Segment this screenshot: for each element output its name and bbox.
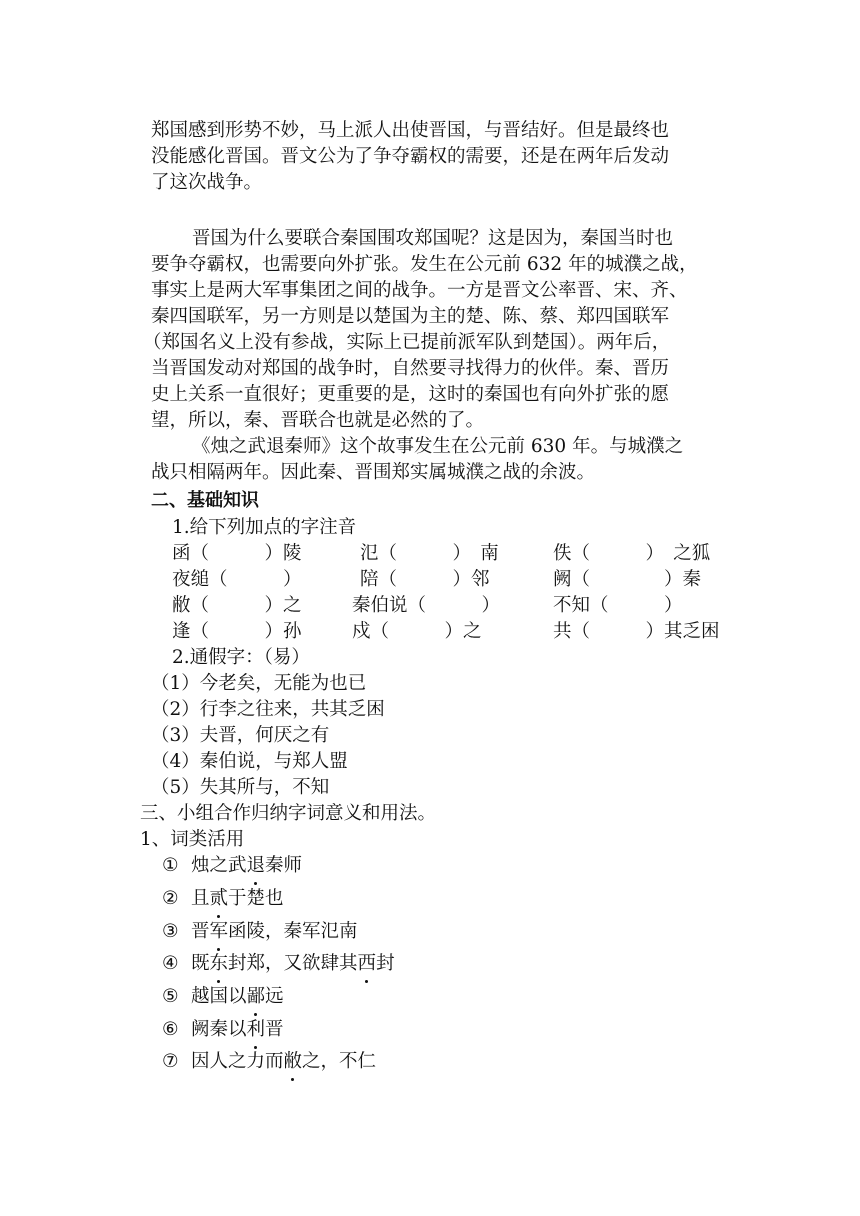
intro-text: 郑国感到形势不妙，马上派人出使晋国，与晋结好。但是最终也: [151, 120, 670, 141]
usage-text: 远: [265, 986, 284, 1007]
emphasized-char: 军: [210, 919, 229, 945]
intro-text: 事实上是两大军事集团之间的战争。一方是晋文公率晋、宋、齐、: [151, 280, 688, 301]
usage-text: 函陵，秦军氾南: [228, 921, 358, 942]
section-3-subheading: 1、词类活用: [140, 829, 245, 850]
intro-text: 望，所以，秦、晋联合也就是必然的了。: [151, 410, 485, 431]
usage-number: ③: [162, 921, 179, 942]
usage-text: 越国以: [191, 986, 247, 1007]
intro-text: 了这次战争。: [151, 172, 263, 193]
tongjia-text: （1）今老矣，无能为也已: [151, 673, 367, 694]
emphasized-char: 敝: [284, 1049, 303, 1075]
usage-number: ⑦: [162, 1051, 179, 1072]
tongjia-text: （5）失其所与，不知: [151, 777, 330, 798]
tongjia-text: （2）行李之往来，共其乏困: [151, 699, 385, 720]
usage-text: 且: [191, 888, 210, 909]
question-2-label: 2.通假字：（易）: [172, 647, 310, 668]
pinyin-item: 夜缒（ ）: [172, 569, 302, 590]
usage-text: 于楚也: [228, 888, 284, 909]
tongjia-text: （4）秦伯说，与郑人盟: [151, 751, 348, 772]
intro-text: 史上关系一直很好；更重要的是，这时的秦国也有向外扩张的愿: [151, 384, 670, 405]
usage-sentence: [191, 919, 358, 945]
intro-text: 当晋国发动对郑国的战争时，自然要寻找得力的伙伴。秦、晋历: [151, 358, 670, 379]
usage-text: 秦师: [265, 855, 303, 876]
pinyin-item: 敝（ ）之: [172, 595, 302, 616]
usage-sentence: [191, 984, 284, 1010]
pinyin-item: 陪（ ）邻: [360, 569, 490, 590]
usage-text: 封郑，又欲肆其: [228, 953, 358, 974]
pinyin-item: 函（ ）陵: [172, 543, 302, 564]
pinyin-item: 共（ ）其乏困: [553, 621, 720, 642]
intro-text: 秦四国联军，另一方则是以楚国为主的楚、陈、蔡、郑四国联军: [151, 306, 670, 327]
usage-number: ⑤: [162, 986, 179, 1007]
question-1-label: 1.给下列加点的字注音: [172, 517, 357, 538]
pinyin-item: 秦伯说（ ）: [352, 595, 501, 616]
usage-text: 既: [191, 953, 210, 974]
usage-number: ④: [162, 953, 179, 974]
usage-text: 阙秦以: [191, 1019, 247, 1040]
section-3-heading: 三、小组合作归纳字词意义和用法。: [140, 803, 437, 824]
pinyin-item: 不知（ ）: [553, 595, 683, 616]
usage-text: 晋: [191, 921, 210, 942]
emphasized-char: 鄙: [247, 984, 266, 1010]
usage-text: 封: [376, 953, 395, 974]
section-2-heading: 二、基础知识: [151, 490, 259, 511]
intro-text: 没能感化晋国。晋文公为了争夺霸权的需要，还是在两年后发动: [151, 146, 670, 167]
usage-sentence: [191, 853, 302, 879]
emphasized-char: 东: [210, 951, 229, 977]
emphasized-char: 西: [358, 951, 377, 977]
usage-text: 烛之武: [191, 855, 247, 876]
usage-number: ①: [162, 855, 179, 876]
emphasized-char: 退: [247, 853, 266, 879]
pinyin-item: 阙（ ）秦: [553, 569, 702, 590]
intro-text: 战只相隔两年。因此秦、晋围郑实属城濮之战的余波。: [151, 462, 596, 483]
pinyin-item: 氾（ ） 南: [360, 543, 499, 564]
emphasized-char: 贰: [210, 886, 229, 912]
usage-text: 之，不仁: [302, 1051, 377, 1072]
pinyin-item: 佚（ ） 之狐: [553, 543, 711, 564]
pinyin-item: 戍（ ）之: [352, 621, 482, 642]
usage-text: 因人之力而: [191, 1051, 284, 1072]
intro-text: 晋国为什么要联合秦国围攻郑国呢？这是因为，秦国当时也: [192, 228, 674, 249]
usage-number: ②: [162, 888, 179, 909]
pinyin-item: 逢（ ）孙: [172, 621, 302, 642]
tongjia-text: （3）夫晋，何厌之有: [151, 725, 330, 746]
usage-number: ⑥: [162, 1019, 179, 1040]
usage-sentence: [191, 951, 395, 977]
usage-sentence: [191, 1017, 284, 1043]
emphasized-char: 利: [247, 1017, 266, 1043]
usage-text: 晋: [265, 1019, 284, 1040]
intro-text: 要争夺霸权，也需要向外扩张。发生在公元前 632 年的城濮之战，: [151, 254, 698, 275]
intro-text: 《烛之武退秦师》这个故事发生在公元前 630 年。与城濮之: [192, 436, 684, 457]
usage-sentence: [191, 886, 284, 912]
intro-text: （郑国名义上没有参战，实际上已提前派军队到楚国）。两年后，: [143, 332, 671, 353]
usage-sentence: [191, 1049, 376, 1075]
